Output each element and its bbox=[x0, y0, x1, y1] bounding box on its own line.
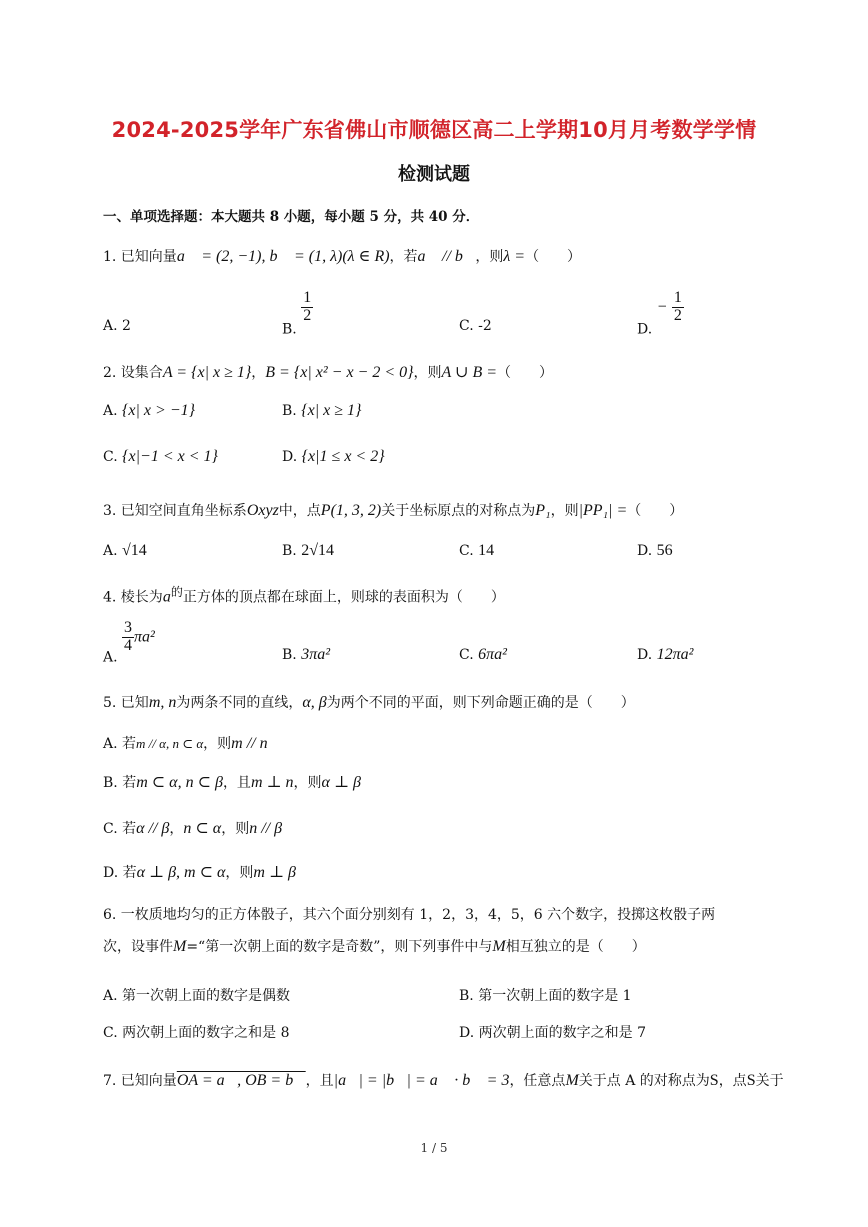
q6-option-d: D. 两次朝上面的数字之和是 7 bbox=[459, 1025, 646, 1041]
q1-option-d-fraction: $\frac{1}{2}$ bbox=[673, 289, 682, 324]
question-6-line-1: 6. 一枚质地均匀的正方体骰子，其六个面分别刻有 1，2，3，4，5，6 六个数字，投掷这枚骰子两 bbox=[103, 907, 716, 923]
q1-tail: ，则 bbox=[475, 249, 504, 265]
q3-option-c: C. 14 bbox=[459, 542, 495, 559]
q1-mid: ，若 bbox=[389, 249, 418, 265]
question-7: 7. 已知向量OA = a⃗, OB = b⃗，且|a⃗| = |b⃗| = a⃗ · b⃗ = 3，任意点M关于点 A 的对称点为S，点S关于 bbox=[103, 1072, 784, 1089]
q1-prefix: 1. 已知向量 bbox=[103, 249, 177, 265]
q4-option-b: B. 3πa² bbox=[282, 646, 331, 663]
q4-option-a-fraction: $\frac{3}{4}$ bbox=[124, 619, 133, 654]
q3-option-d: D. 56 bbox=[637, 542, 673, 559]
q2-ask: A ∪ B = bbox=[441, 364, 498, 381]
q2-option-a: A. {x| x > −1} bbox=[103, 402, 196, 419]
q3-option-b: B. 2√14 bbox=[282, 542, 334, 559]
q6-option-a: A. 第一次朝上面的数字是偶数 bbox=[103, 988, 291, 1004]
question-6-line-2: 次，设事件M=“第一次朝上面的数字是奇数”，则下列事件中与M相互独立的是（ ） bbox=[103, 938, 646, 955]
q4-option-a: A. $\frac{3}{4}$ πa² bbox=[103, 619, 155, 666]
q5-option-c: C. 若α // β，n ⊂ α，则n // β bbox=[103, 820, 283, 837]
question-3: 3. 已知空间直角坐标系Oxyz中，点P(1, 3, 2)关于坐标原点的对称点为P₁，则|PP₁| =（ ） bbox=[103, 502, 684, 519]
q2-option-b: B. {x| x ≥ 1} bbox=[282, 402, 362, 419]
q2-set-b: B = {x| x² − x − 2 < 0} bbox=[265, 364, 414, 381]
question-2: 2. 设集合A = {x| x ≥ 1}，B = {x| x² − x − 2 < 0}，则A ∪ B =（ ） bbox=[103, 364, 554, 381]
q1-option-d: D. − $\frac{1}{2}$ bbox=[637, 289, 682, 338]
q3-option-a: A. √14 bbox=[103, 542, 147, 559]
q6-option-b: B. 第一次朝上面的数字是 1 bbox=[459, 988, 632, 1004]
document-subtitle: 检测试题 bbox=[398, 164, 470, 185]
q1-option-c: C. -2 bbox=[459, 318, 492, 334]
section-heading: 一、单项选择题：本大题共 8 小题，每小题 5 分，共 40 分． bbox=[103, 209, 480, 225]
q5-option-d: D. 若α ⊥ β, m ⊂ α，则m ⊥ β bbox=[103, 864, 296, 881]
document-title: 2024-2025学年广东省佛山市顺德区高二上学期10月月考数学学情 bbox=[111, 118, 757, 142]
q2-set-a: A = {x| x ≥ 1} bbox=[162, 364, 252, 381]
q1-vectors: a⃗ = (2, −1), b⃗ = (1, λ)(λ ∈ R) bbox=[176, 248, 390, 265]
q3-point: P(1, 3, 2) bbox=[320, 502, 382, 519]
q2-option-c: C. {x|−1 < x < 1} bbox=[103, 448, 218, 465]
page-number: 1 / 5 bbox=[420, 1141, 448, 1155]
q6-option-c: C. 两次朝上面的数字之和是 8 bbox=[103, 1025, 290, 1041]
q4-option-d: D. 12πa² bbox=[637, 646, 694, 663]
q1-option-b: B. $\frac{1}{2}$ bbox=[282, 289, 312, 338]
q1-bracket: （ ） bbox=[525, 249, 582, 265]
q1-option-a: A. 2 bbox=[103, 318, 131, 334]
q5-option-a: A. 若m // α, n ⊂ α，则m // n bbox=[103, 735, 268, 752]
q1-condition: a⃗ // b⃗ bbox=[417, 248, 476, 265]
question-4: 4. 棱长为$a^的$正方体的顶点都在球面上，则球的表面积为（ ） bbox=[103, 585, 505, 606]
question-5: 5. 已知m, n为两条不同的直线，α, β为两个不同的平面，则下列命题正确的是（ ） bbox=[103, 694, 635, 711]
q5-option-b: B. 若m ⊂ α, n ⊂ β，且m ⊥ n，则α ⊥ β bbox=[103, 774, 361, 791]
q2-option-d: D. {x|1 ≤ x < 2} bbox=[282, 448, 385, 465]
q1-option-b-fraction: $\frac{1}{2}$ bbox=[303, 289, 312, 324]
q1-ask: λ = bbox=[503, 248, 526, 265]
question-1 bbox=[103, 246, 581, 266]
q4-option-c: C. 6πa² bbox=[459, 646, 507, 663]
